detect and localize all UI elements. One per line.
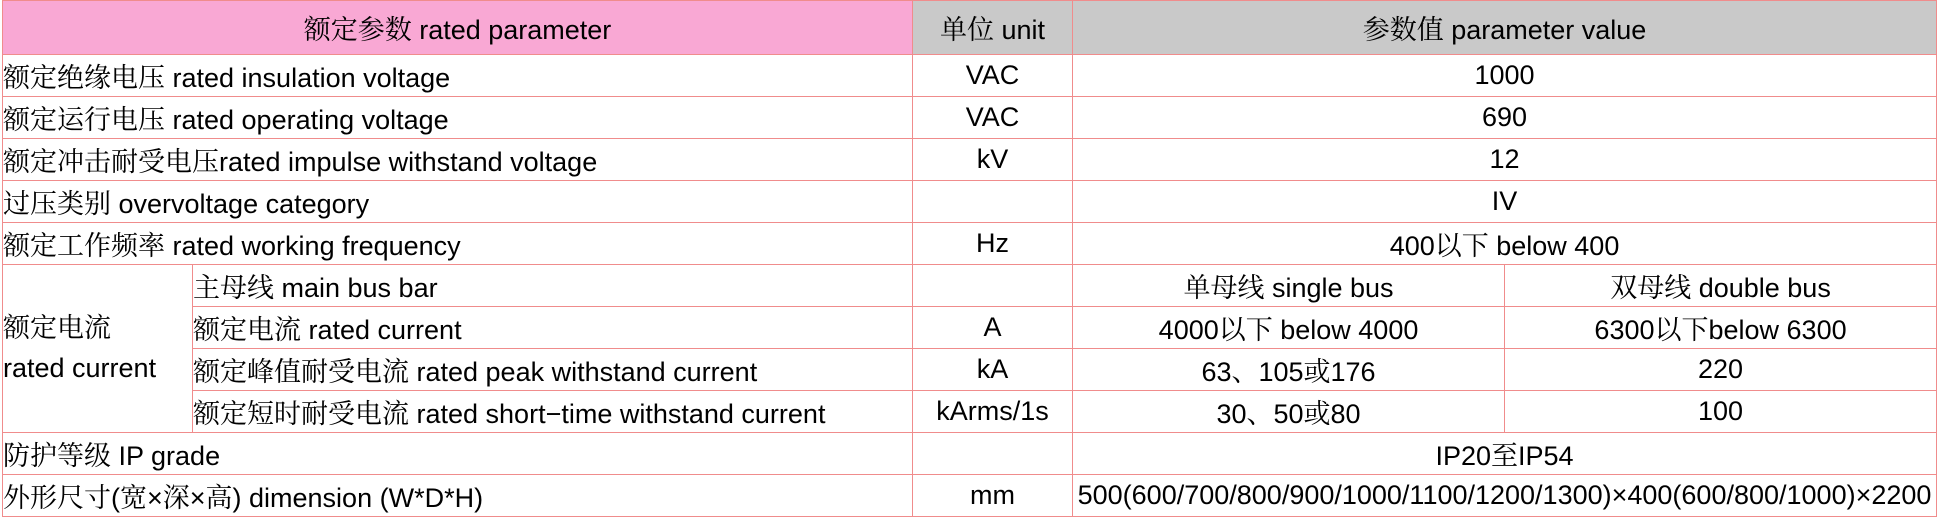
table-row-rated-current-main-bus bbox=[3, 265, 1937, 307]
rated-current-group-label bbox=[3, 265, 193, 433]
table-row bbox=[3, 139, 1937, 181]
sub-row-unit: A bbox=[913, 307, 1073, 349]
sub-row-value-single: 4000以下 below 4000 bbox=[1073, 307, 1505, 349]
row-unit bbox=[913, 433, 1073, 475]
table-row bbox=[3, 97, 1937, 139]
rated-current-group-label-en: rated current bbox=[3, 352, 157, 383]
row-value: IV bbox=[1073, 181, 1937, 223]
row-label: 过压类别 overvoltage category bbox=[3, 181, 913, 223]
table-row-rated-current bbox=[3, 307, 1937, 349]
header-unit: 单位 unit bbox=[913, 1, 1073, 55]
row-value: 690 bbox=[1073, 97, 1937, 139]
table-row bbox=[3, 55, 1937, 97]
table-row bbox=[3, 433, 1937, 475]
row-label: 额定工作频率 rated working frequency bbox=[3, 223, 913, 265]
row-unit bbox=[913, 181, 1073, 223]
row-unit: kV bbox=[913, 139, 1073, 181]
sub-row-label: 额定短时耐受电流 rated short−time withstand current bbox=[193, 391, 913, 433]
row-unit: Hz bbox=[913, 223, 1073, 265]
sub-row-unit: kA bbox=[913, 349, 1073, 391]
row-label: 额定绝缘电压 rated insulation voltage bbox=[3, 55, 913, 97]
row-value: 500(600/700/800/900/1000/1100/1200/1300)×400(600/800/1000)×2200 bbox=[1073, 475, 1937, 517]
row-label: 额定冲击耐受电压rated impulse withstand voltage bbox=[3, 139, 913, 181]
sub-row-unit: kArms/1s bbox=[913, 391, 1073, 433]
row-label: 防护等级 IP grade bbox=[3, 433, 913, 475]
sub-row-unit bbox=[913, 265, 1073, 307]
row-value: IP20至IP54 bbox=[1073, 433, 1937, 475]
table-row-peak-withstand bbox=[3, 349, 1937, 391]
sub-row-value-double: 220 bbox=[1505, 349, 1937, 391]
rated-current-group-label-cn: 额定电流 bbox=[3, 313, 111, 344]
row-value: 400以下 below 400 bbox=[1073, 223, 1937, 265]
sub-row-value-single: 单母线 single bus bbox=[1073, 265, 1505, 307]
table-row bbox=[3, 181, 1937, 223]
table-row bbox=[3, 475, 1937, 517]
row-unit: VAC bbox=[913, 55, 1073, 97]
table-row bbox=[3, 223, 1937, 265]
row-unit: mm bbox=[913, 475, 1073, 517]
sub-row-value-double: 6300以下below 6300 bbox=[1505, 307, 1937, 349]
sub-row-value-single: 63、105或176 bbox=[1073, 349, 1505, 391]
header-value: 参数值 parameter value bbox=[1073, 1, 1937, 55]
row-label: 额定运行电压 rated operating voltage bbox=[3, 97, 913, 139]
rated-parameter-table bbox=[2, 0, 1937, 517]
row-unit: VAC bbox=[913, 97, 1073, 139]
sub-row-label: 额定电流 rated current bbox=[193, 307, 913, 349]
sub-row-value-double: 100 bbox=[1505, 391, 1937, 433]
header-parameter: 额定参数 rated parameter bbox=[3, 1, 913, 55]
table-row-short-time-withstand bbox=[3, 391, 1937, 433]
sub-row-label: 主母线 main bus bar bbox=[193, 265, 913, 307]
sub-row-label: 额定峰值耐受电流 rated peak withstand current bbox=[193, 349, 913, 391]
sub-row-value-double: 双母线 double bus bbox=[1505, 265, 1937, 307]
row-label: 外形尺寸(宽×深×高) dimension (W*D*H) bbox=[3, 475, 913, 517]
sub-row-value-single: 30、50或80 bbox=[1073, 391, 1505, 433]
row-value: 12 bbox=[1073, 139, 1937, 181]
row-value: 1000 bbox=[1073, 55, 1937, 97]
table-header-row bbox=[3, 1, 1937, 55]
